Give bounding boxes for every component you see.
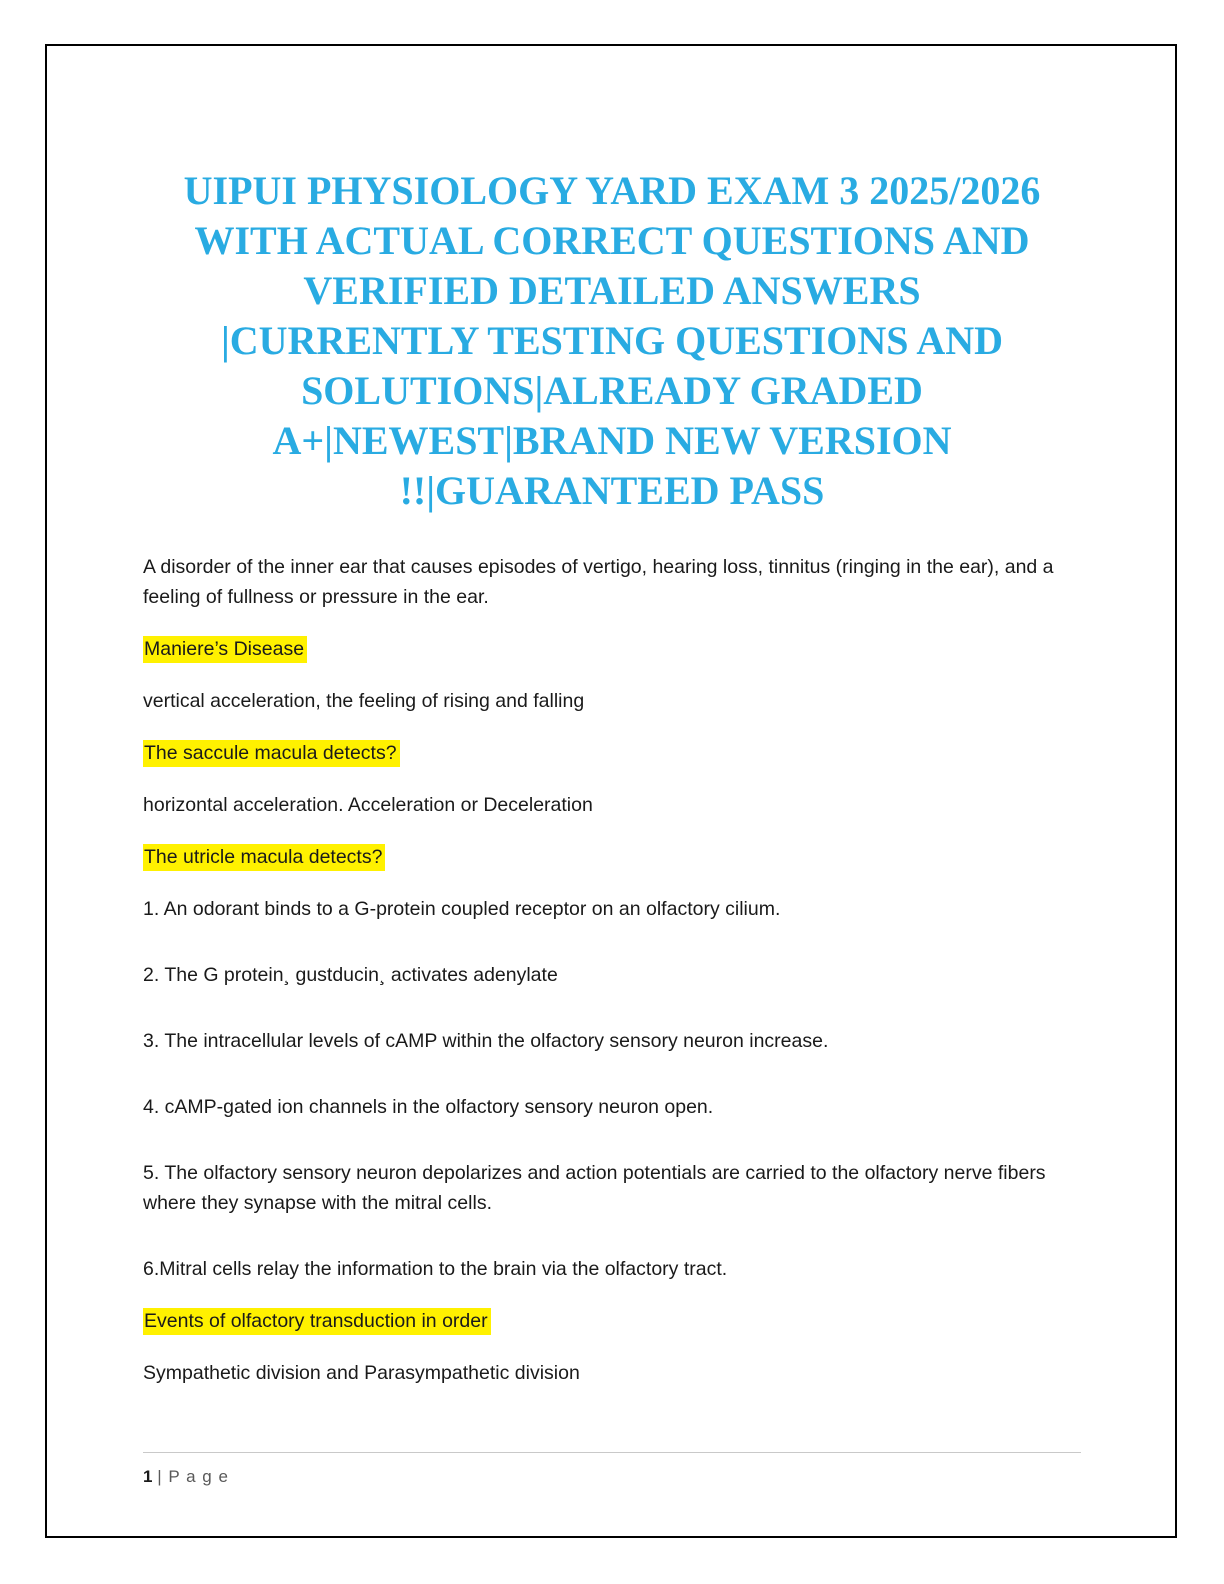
answer-text: Sympathetic division and Parasympathetic division: [143, 1362, 580, 1384]
answer-text: 6.Mitral cells relay the information to the brain via the olfactory tract.: [143, 1258, 728, 1280]
highlighted-question: Events of olfactory transduction in order: [143, 1308, 491, 1335]
title-line: VERIFIED DETAILED ANSWERS: [303, 268, 921, 313]
answer-text: vertical acceleration, the feeling of rising and falling: [143, 690, 585, 712]
question-text: [143, 738, 1081, 768]
answer-step: 3. The intracellular levels of cAMP within the olfactory sensory neuron increase.: [143, 1030, 829, 1052]
highlighted-question: The utricle macula detects?: [143, 844, 385, 871]
title-line: UIPUI PHYSIOLOGY YARD EXAM 3 2025/2026: [183, 168, 1041, 213]
question-text: [143, 842, 1081, 872]
page-content: [143, 166, 1081, 1410]
title-line: WITH ACTUAL CORRECT QUESTIONS AND: [194, 218, 1030, 263]
highlighted-question: Maniere’s Disease: [143, 636, 307, 663]
answer-step: 2. The G protein¸ gustducin¸ activates adenylate: [143, 964, 558, 986]
question-text: [143, 634, 1081, 664]
title-line: |CURRENTLY TESTING QUESTIONS AND: [220, 318, 1003, 363]
answer-step: 4. cAMP-gated ion channels in the olfactory sensory neuron open.: [143, 1096, 714, 1118]
page-footer: [143, 1452, 1081, 1487]
answer-text: horizontal acceleration. Acceleration or Deceleration: [143, 794, 593, 816]
title-line: !!|GUARANTEED PASS: [399, 468, 825, 513]
answer-step: 5. The olfactory sensory neuron depolarizes and action potentials are carried to the olfactory nerve fibers where they synapse with the mitral cells.: [143, 1162, 1046, 1214]
answer-step: 1. An odorant binds to a G-protein coupled receptor on an olfactory cilium.: [143, 898, 781, 920]
question-text: [143, 1306, 1081, 1336]
page-number: 1: [143, 1467, 153, 1486]
highlighted-question: The saccule macula detects?: [143, 740, 400, 767]
title-line: SOLUTIONS|ALREADY GRADED: [301, 368, 923, 413]
document-title: [143, 166, 1081, 516]
answer-text: A disorder of the inner ear that causes episodes of vertigo, hearing loss, tinnitus (ringing in the ear), and a feeling of fullness or pressure in the ear.: [143, 556, 1054, 608]
qa-body: [143, 552, 1081, 1388]
title-line: A+|NEWEST|BRAND NEW VERSION: [272, 418, 952, 463]
page-footer-label: | P a g e: [157, 1467, 229, 1486]
